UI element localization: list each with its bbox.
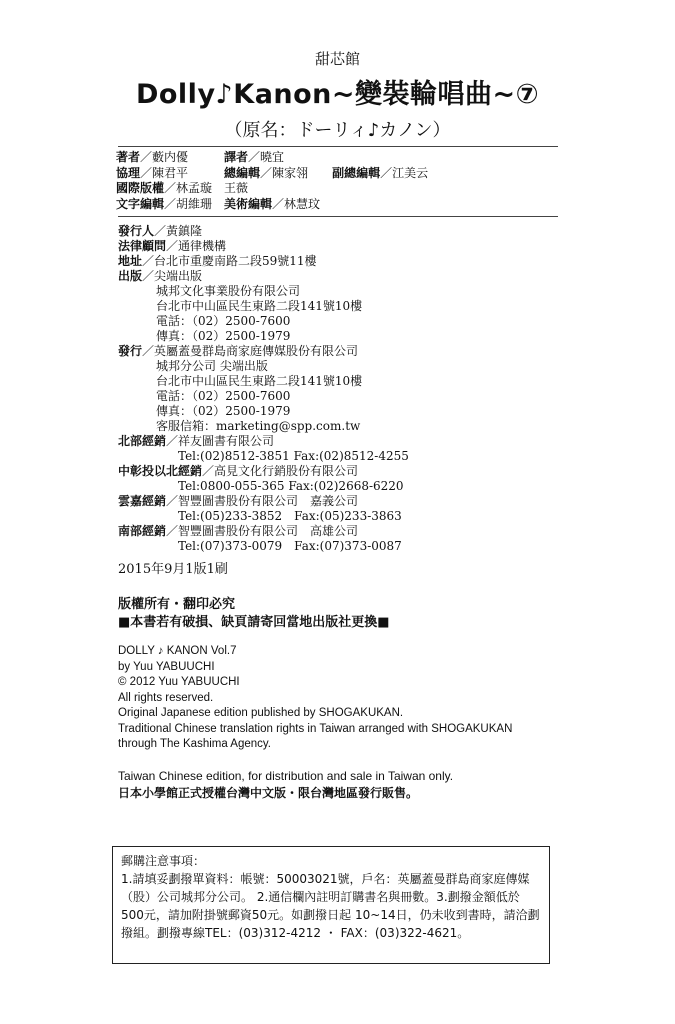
credit-cell	[332, 166, 440, 182]
dealer-value: ／智豐圖書股份有限公司 高雄公司	[166, 524, 359, 538]
taiwan-edition	[118, 768, 453, 802]
english-line: DOLLY ♪ KANON Vol.7	[118, 645, 237, 657]
credit-key: 文字編輯	[116, 196, 165, 211]
book-title: Dolly♪Kanon~變裝輪唱曲~⑦	[135, 79, 540, 110]
credit-cell	[332, 197, 440, 213]
dealer-key: 中彰投以北經銷	[118, 464, 203, 478]
credit-key: 美術編輯	[224, 196, 273, 211]
credit-key: 總編輯	[224, 165, 261, 180]
distribute-value: ／英屬蓋曼群島商家庭傳媒股份有限公司	[142, 344, 359, 358]
pub-line: 台北市中山區民生東路二段141號10樓	[156, 299, 363, 313]
dealer-value: ／祥友圖書有限公司	[166, 434, 275, 448]
edition-date: 2015年9月1版1刷	[118, 562, 228, 577]
dealer-tel: Tel:(02)8512-3851 Fax:(02)8512-4255	[178, 449, 409, 463]
dealer-row	[118, 524, 409, 539]
credits-row	[116, 166, 440, 182]
pub-line: 傳真：（02）2500-1979	[156, 329, 291, 343]
english-line: © 2012 Yuu YABUUCHI	[118, 676, 240, 688]
dist-line: 傳真：（02）2500-1979	[156, 404, 291, 418]
dist-line: 台北市中山區民生東路二段141號10樓	[156, 374, 363, 388]
credit-cell	[116, 150, 224, 166]
dealer-row	[118, 464, 409, 479]
distribute-key: 發行	[118, 344, 143, 358]
notice-body: 1.請填妥劃撥單資料：帳號：50003021號，戶名：英屬蓋曼群島商家庭傳媒（股）公司城邦分公司。 2.通信欄內註明訂購書名與冊數。3.劃撥金額低於500元，請加附掛號郵資50元。如劃撥日起 10~14日，仍未收到書時，請洽劃撥組。劃撥專線TEL：(03)312-4212 ・ FAX：(03)322-4621。	[121, 872, 540, 940]
dealer-value: ／高見文化行銷股份有限公司	[202, 464, 359, 478]
credit-key: 國際版權	[116, 181, 165, 195]
credit-value: 王薇	[224, 181, 249, 195]
credit-value: ／林孟璇	[164, 181, 213, 195]
imprint-label: 甜芯館	[314, 50, 360, 68]
credit-cell	[224, 166, 332, 182]
credit-value: ／林慧玟	[272, 196, 321, 211]
pub-line: 電話：（02）2500-7600	[156, 314, 291, 328]
dealer-tel: Tel:(07)373-0079 Fax:(07)373-0087	[178, 539, 402, 553]
english-line: Original Japanese edition published by SHOGAKUKAN.	[118, 707, 404, 719]
english-line: through The Kashima Agency.	[118, 738, 272, 750]
credits-row	[116, 150, 440, 166]
credit-value: ／曉宜	[248, 150, 285, 164]
rights-block	[118, 596, 390, 632]
address-value: ／台北市重慶南路二段59號11樓	[142, 254, 317, 268]
credit-cell	[224, 197, 332, 213]
dealer-value: ／智豐圖書股份有限公司 嘉義公司	[166, 494, 359, 508]
credits-row	[116, 181, 440, 197]
credit-key: 協理	[116, 165, 141, 180]
credits-row	[116, 197, 440, 213]
credit-cell	[116, 181, 224, 197]
credit-cell	[224, 150, 332, 166]
dealer-key: 南部經銷	[118, 524, 167, 538]
credits-table	[116, 150, 440, 212]
legal-key: 法律顧問	[118, 239, 167, 253]
legal-value: ／通律機構	[166, 239, 227, 253]
credit-value: ／江美云	[380, 165, 429, 180]
original-title: （原名：ドーリィ♪カノン）	[224, 120, 451, 141]
notice-heading: 郵購注意事項：	[121, 854, 206, 868]
dist-line: 電話：（02）2500-7600	[156, 389, 291, 403]
credit-cell	[116, 197, 224, 213]
english-line: Traditional Chinese translation rights in Taiwan arranged with SHOGAKUKAN	[118, 722, 513, 735]
issuer-key: 發行人	[118, 224, 155, 238]
credit-cell	[224, 181, 332, 197]
credit-value: ／陳君平	[140, 165, 189, 180]
english-line: by Yuu YABUUCHI	[118, 660, 215, 673]
rights-line: 版權所有・翻印必究	[118, 597, 236, 612]
english-credits	[118, 644, 512, 753]
pub-line: 城邦文化事業股份有限公司	[156, 284, 301, 298]
divider	[118, 216, 558, 217]
credit-value: ／胡維珊	[164, 196, 213, 211]
credit-value: ／陳家翎	[260, 165, 309, 180]
dealer-tel: Tel:0800-055-365 Fax:(02)2668-6220	[178, 479, 404, 493]
dealer-tel: Tel:(05)233-3852 Fax:(05)233-3863	[178, 509, 402, 523]
dealer-row	[118, 494, 409, 509]
credit-key: 著者	[116, 150, 141, 164]
taiwan-line-en: Taiwan Chinese edition, for distribution and sale in Taiwan only.	[118, 769, 454, 783]
publish-value: ／尖端出版	[142, 269, 203, 283]
publish-key: 出版	[118, 269, 143, 283]
publisher-block	[118, 224, 409, 554]
dist-line: 客服信箱：marketing@spp.com.tw	[156, 419, 361, 433]
credit-key: 副總編輯	[332, 165, 381, 180]
mail-order-notice	[112, 846, 550, 964]
divider	[118, 146, 558, 147]
credit-cell	[332, 150, 440, 166]
credit-cell	[116, 166, 224, 182]
dealer-key: 雲嘉經銷	[118, 494, 167, 508]
credit-value: ／藪内優	[140, 150, 189, 164]
dealer-key: 北部經銷	[118, 434, 167, 448]
dealer-row	[118, 434, 409, 449]
issuer-value: ／黃鎮隆	[154, 224, 203, 238]
credit-cell	[332, 181, 440, 197]
rights-line: ■本書若有破損、缺頁請寄回當地出版社更換■	[118, 615, 390, 630]
address-key: 地址	[118, 254, 143, 268]
taiwan-line-zh: 日本小學館正式授權台灣中文版・限台灣地區發行販售。	[118, 786, 419, 800]
dist-line: 城邦分公司 尖端出版	[156, 359, 268, 373]
credit-key: 譯者	[224, 150, 249, 164]
english-line: All rights reserved.	[118, 691, 214, 704]
